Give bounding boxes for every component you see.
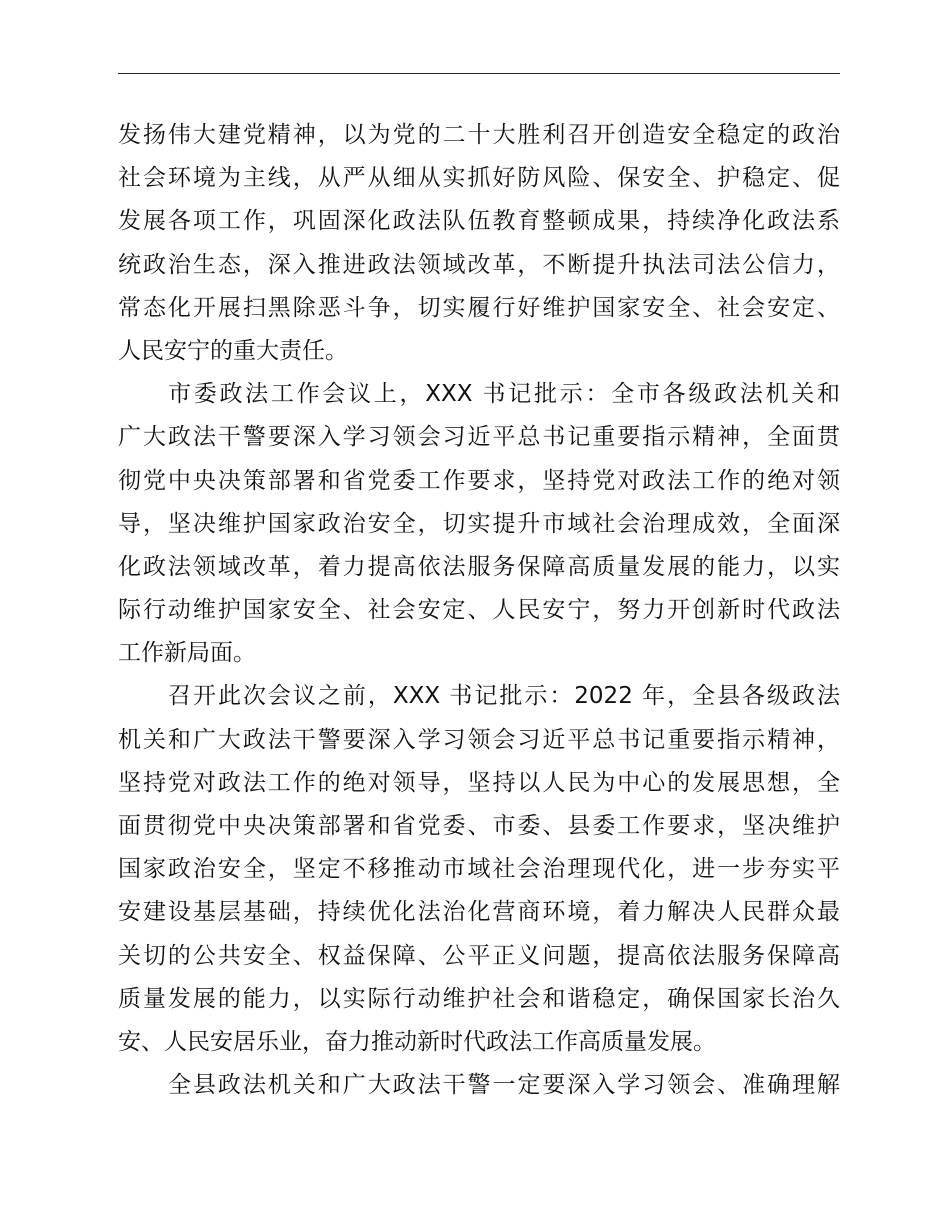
text-line: 安建设基层基础，持续优化法治化营商环境，着力解决人民群众最 xyxy=(118,899,840,926)
text-line: 际行动维护国家安全、社会安定、人民安宁，努力开创新时代政法 xyxy=(118,597,840,624)
text-line: 全县政法机关和广大政法干警一定要深入学习领会、准确理解 xyxy=(168,1072,840,1099)
text-line: 化政法领域改革，着力提高依法服务保障高质量发展的能力，以实 xyxy=(118,553,840,580)
text-line: 召开此次会议之前，XXX 书记批示：2022 年，全县各级政法 xyxy=(168,683,840,710)
text-line: 市委政法工作会议上，XXX 书记批示：全市各级政法机关和 xyxy=(168,381,840,408)
text-line: 坚持党对政法工作的绝对领导，坚持以人民为中心的发展思想，全 xyxy=(118,769,840,796)
text-line: 关切的公共安全、权益保障、公平正义问题，提高依法服务保障高 xyxy=(118,942,840,969)
text-line: 安、人民安居乐业，奋力推动新时代政法工作高质量发展。 xyxy=(118,1028,716,1055)
text-line: 彻党中央决策部署和省党委工作要求，坚持党对政法工作的绝对领 xyxy=(118,467,840,494)
text-line: 国家政治安全，坚定不移推动市域社会治理现代化，进一步夯实平 xyxy=(118,856,840,883)
header-rule xyxy=(118,73,840,74)
text-line: 机关和广大政法干警要深入学习领会习近平总书记重要指示精神， xyxy=(118,726,840,753)
text-line: 人民安宁的重大责任。 xyxy=(118,337,348,364)
text-line: 导，坚决维护国家政治安全，切实提升市域社会治理成效，全面深 xyxy=(118,510,840,537)
text-line: 社会环境为主线，从严从细从实抓好防风险、保安全、护稳定、促 xyxy=(118,165,840,192)
text-line: 统政治生态，深入推进政法领域改革，不断提升执法司法公信力， xyxy=(118,251,840,278)
text-line: 面贯彻党中央决策部署和省党委、市委、县委工作要求，坚决维护 xyxy=(118,813,840,839)
text-line: 发展各项工作，巩固深化政法队伍教育整顿成果，持续净化政法系 xyxy=(118,208,840,235)
text-line: 质量发展的能力，以实际行动维护社会和谐稳定，确保国家长治久 xyxy=(118,985,840,1012)
text-line: 常态化开展扫黑除恶斗争，切实履行好维护国家安全、社会安定、 xyxy=(118,294,840,321)
text-line: 广大政法干警要深入学习领会习近平总书记重要指示精神，全面贯 xyxy=(118,424,840,451)
text-line: 发扬伟大建党精神，以为党的二十大胜利召开创造安全稳定的政治 xyxy=(118,122,840,148)
body-text xyxy=(118,114,840,1107)
text-line: 工作新局面。 xyxy=(118,640,256,667)
